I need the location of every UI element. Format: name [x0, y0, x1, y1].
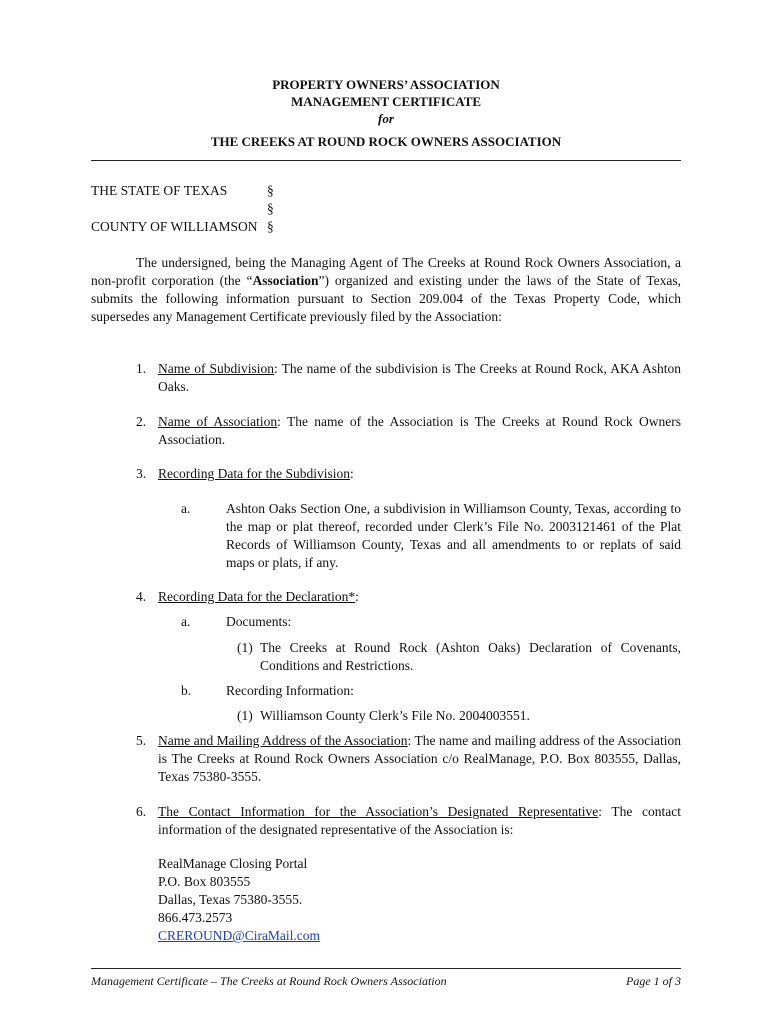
- contact-city: Dallas, Texas 75380-3555.: [158, 892, 303, 907]
- document-page: [91, 0, 681, 1024]
- item-text: : The name of the Association is The Creeks at Round Rock Owners Association.: [158, 414, 682, 447]
- item-number: 1.: [136, 361, 147, 376]
- item-2: [91, 413, 681, 449]
- intro-text: The undersigned, being the Managing Agent of The Creeks at Round Rock Owners Association, a non-profit corporation (the “: [91, 255, 681, 288]
- sub-text: Documents:: [226, 614, 292, 629]
- contact-name: RealManage Closing Portal: [158, 856, 308, 871]
- page-footer: [91, 972, 681, 990]
- item-heading: Recording Data for the Subdivision: [158, 466, 350, 481]
- footer-divider: [91, 968, 681, 969]
- section-symbol: §: [267, 183, 274, 198]
- sub-letter: a.: [181, 614, 191, 629]
- venue-county: COUNTY OF WILLIAMSON: [91, 219, 258, 234]
- item-4b-1: [91, 707, 681, 725]
- item-5: [91, 732, 681, 786]
- item-4a-1: [91, 639, 681, 675]
- title-line-for: for: [378, 111, 394, 126]
- document-title: [91, 76, 681, 150]
- item-4b: [91, 682, 681, 700]
- item-1: [91, 360, 681, 396]
- sub-letter: a.: [181, 501, 191, 516]
- title-line-2: MANAGEMENT CERTIFICATE: [290, 94, 482, 109]
- sub-text: Recording Information:: [226, 683, 354, 698]
- item-number: 2.: [136, 414, 147, 429]
- item-text: : The name and mailing address of the Association is The Creeks at Round Rock Owners Association c/o RealManage, P.O. Box 803555, Dallas, Texas 75380-3555.: [158, 733, 681, 784]
- title-line-association: THE CREEKS AT ROUND ROCK OWNERS ASSOCIATION: [210, 134, 562, 149]
- venue-block: [91, 182, 681, 236]
- item-number: 4.: [136, 589, 147, 604]
- page-number: Page 1 of 3: [626, 974, 681, 988]
- item-heading: Name of Association: [158, 414, 278, 429]
- venue-state: THE STATE OF TEXAS: [91, 183, 228, 198]
- section-symbol: §: [267, 219, 274, 234]
- item-heading: Name and Mailing Address of the Association: [158, 733, 408, 748]
- section-symbol: §: [267, 201, 274, 216]
- title-line-1: PROPERTY OWNERS’ ASSOCIATION: [272, 77, 500, 92]
- footer-title: Management Certificate – The Creeks at Round Rock Owners Association: [91, 974, 447, 988]
- contact-block: [158, 855, 320, 945]
- item-6: [91, 803, 681, 839]
- item-number: 5.: [136, 733, 147, 748]
- item-3: [91, 465, 681, 483]
- subsub-number: (1): [237, 640, 253, 655]
- sub-text: Ashton Oaks Section One, a subdivision in Williamson County, Texas, according to the map or plat thereof, recorded under Clerk’s File No. 2003121461 of the Plat Records of Williamson County, Texas and all amendments to or replats of said maps or plats, if any.: [226, 501, 681, 570]
- item-3a: [91, 500, 681, 572]
- item-heading: The Contact Information for the Association’s Designated Representative: [158, 804, 599, 819]
- header-divider: [91, 160, 681, 161]
- item-text: :: [355, 589, 359, 604]
- subsub-number: (1): [237, 708, 253, 723]
- item-heading: Name of Subdivision: [158, 361, 275, 376]
- item-text: : The name of the subdivision is The Creeks at Round Rock, AKA Ashton Oaks.: [158, 361, 681, 394]
- intro-bold-term: Association: [252, 273, 319, 288]
- item-4: [91, 588, 681, 606]
- item-number: 6.: [136, 804, 147, 819]
- intro-text: ”) organized and existing under the laws of the State of Texas, submits the following information pursuant to Section 209.004 of the Texas Property Code, which supersedes any Management Certificate previously filed by the Association:: [91, 273, 681, 324]
- item-number: 3.: [136, 466, 147, 481]
- intro-paragraph: [91, 254, 681, 326]
- item-4a: [91, 613, 681, 631]
- subsub-text: Williamson County Clerk’s File No. 2004003551.: [260, 708, 530, 723]
- subsub-text: The Creeks at Round Rock (Ashton Oaks) Declaration of Covenants, Conditions and Restrictions.: [260, 640, 681, 673]
- item-heading: Recording Data for the Declaration*: [158, 589, 356, 604]
- contact-phone: 866.473.2573: [158, 910, 233, 925]
- item-text: : The contact information of the designated representative of the Association is:: [158, 804, 681, 837]
- contact-email-link[interactable]: CREROUND@CiraMail.com: [158, 928, 321, 943]
- contact-po-box: P.O. Box 803555: [158, 874, 251, 889]
- sub-letter: b.: [181, 683, 192, 698]
- item-text: :: [349, 466, 354, 481]
